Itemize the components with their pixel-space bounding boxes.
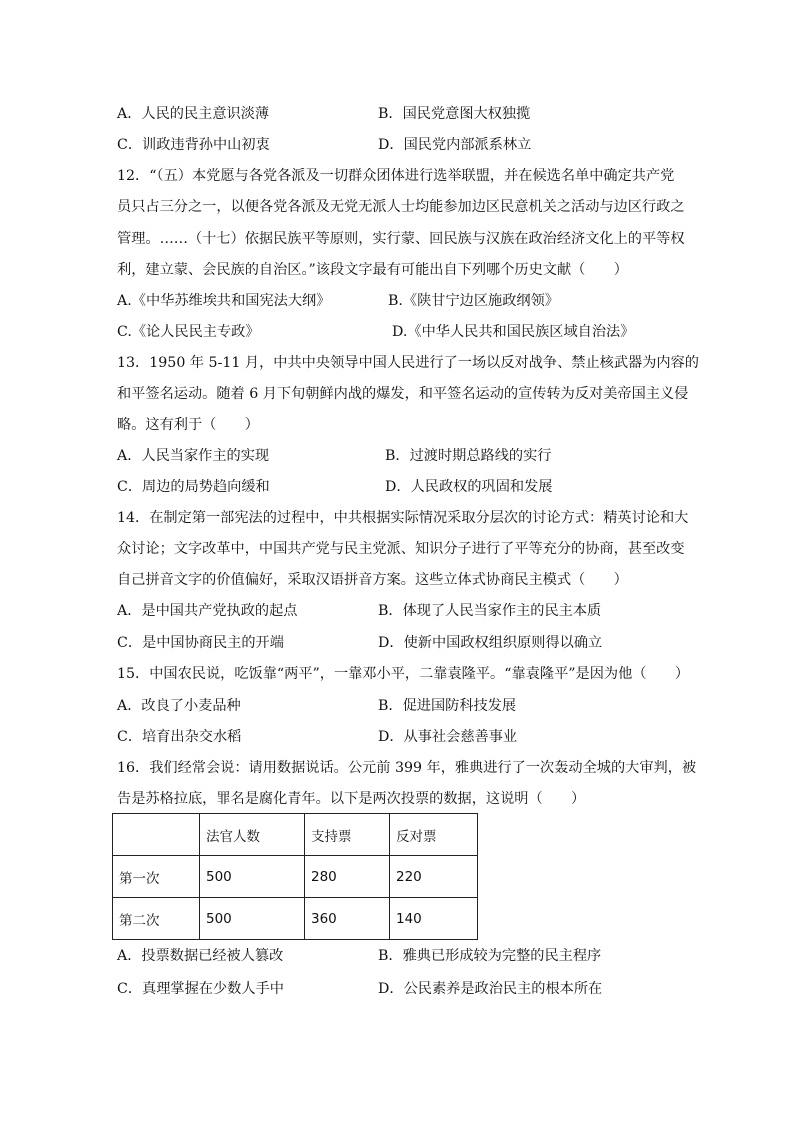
q15-option-d[interactable]: D．从事社会慈善事业 xyxy=(378,729,518,745)
q12-option-b[interactable]: B.《陕甘宁边区施政纲领》 xyxy=(388,293,559,309)
q13-option-a[interactable]: A．人民当家作主的实现 xyxy=(117,448,270,464)
q11-option-a[interactable]: A．人民的民主意识淡薄 xyxy=(117,106,270,122)
vote-data-table xyxy=(112,813,478,940)
q13-stem-line: 13．1950 年 5-11 月，中共中央领导中国人民进行了一场以反对战争、禁止核武器为内容的 xyxy=(117,355,699,371)
table-header-cell: 支持票 xyxy=(305,814,390,856)
q12-option-d[interactable]: D.《中华人民共和国民族区域自治法》 xyxy=(392,324,635,340)
q16-option-d[interactable]: D．公民素养是政治民主的根本所在 xyxy=(378,981,603,997)
q13-stem-line: 略。这有利于（ ） xyxy=(117,417,259,433)
table-cell: 第二次 xyxy=(113,898,200,940)
q13-option-d[interactable]: D．人民政权的巩固和发展 xyxy=(385,479,553,495)
q11-option-d[interactable]: D．国民党内部派系林立 xyxy=(378,137,532,153)
q14-option-d[interactable]: D．使新中国政权组织原则得以确立 xyxy=(378,635,603,651)
q16-option-c[interactable]: C．真理掌握在少数人手中 xyxy=(117,981,284,997)
q14-stem-line: 众讨论；文字改革中，中国共产党与民主党派、知识分子进行了平等充分的协商，甚至改变 xyxy=(117,541,685,557)
q12-stem-line: 12．“（五）本党愿与各党各派及一切群众团体进行选举联盟，并在候选名单中确定共产党 xyxy=(117,168,675,184)
table-header-row xyxy=(113,814,478,856)
q11-option-b[interactable]: B．国民党意图大权独揽 xyxy=(378,106,531,122)
q15-option-c[interactable]: C．培育出杂交水稻 xyxy=(117,729,242,745)
q12-option-a[interactable]: A.《中华苏维埃共和国宪法大纲》 xyxy=(117,293,331,309)
table-cell: 360 xyxy=(305,898,390,940)
table-header-cell xyxy=(113,814,200,856)
q15-option-a[interactable]: A．改良了小麦品种 xyxy=(117,698,241,714)
table-header-cell: 法官人数 xyxy=(200,814,305,856)
q13-option-c[interactable]: C．周边的局势趋向缓和 xyxy=(117,479,270,495)
table-cell: 500 xyxy=(200,856,305,898)
table-header-cell: 反对票 xyxy=(390,814,478,856)
table-cell: 280 xyxy=(305,856,390,898)
q16-stem-line: 16．我们经常会说：请用数据说话。公元前 399 年，雅典进行了一次轰动全城的大审判，被 xyxy=(117,760,697,776)
table-cell: 500 xyxy=(200,898,305,940)
q12-stem-line: 管理。……（十七）依据民族平等原则，实行蒙、回民族与汉族在政治经济文化上的平等权 xyxy=(117,231,685,247)
table-cell: 140 xyxy=(390,898,478,940)
q16-option-a[interactable]: A．投票数据已经被人篡改 xyxy=(117,948,284,964)
q15-stem-line: 15．中国农民说，吃饭靠“两平”，一靠邓小平，二靠袁隆平。“靠袁隆平”是因为他（ ） xyxy=(117,666,690,682)
q14-option-b[interactable]: B．体现了人民当家作主的民主本质 xyxy=(378,603,602,619)
q12-option-c[interactable]: C.《论人民民主专政》 xyxy=(117,324,260,340)
q16-stem-line: 告是苏格拉底，罪名是腐化青年。以下是两次投票的数据，这说明（ ） xyxy=(117,791,586,807)
table-row xyxy=(113,856,478,898)
q15-option-b[interactable]: B．促进国防科技发展 xyxy=(378,698,517,714)
q12-stem-line: 员只占三分之一，以便各党各派及无党无派人士均能参加边区民意机关之活动与边区行政之 xyxy=(117,199,685,215)
table-cell: 第一次 xyxy=(113,856,200,898)
q14-option-c[interactable]: C．是中国协商民主的开端 xyxy=(117,635,284,651)
q13-stem-line: 和平签名运动。随着 6 月下旬朝鲜内战的爆发，和平签名运动的宣传转为反对美帝国主义侵 xyxy=(117,386,689,402)
q14-stem-line: 14．在制定第一部宪法的过程中，中共根据实际情况采取分层次的讨论方式：精英讨论和大 xyxy=(117,510,689,526)
table-cell: 220 xyxy=(390,856,478,898)
q12-stem-line: 利，建立蒙、会民族的自治区。”该段文字最有可能出自下列哪个历史文献（ ） xyxy=(117,262,628,278)
q14-option-a[interactable]: A．是中国共产党执政的起点 xyxy=(117,603,298,619)
q16-option-b[interactable]: B．雅典已形成较为完整的民主程序 xyxy=(378,948,602,964)
q14-stem-line: 自己拼音文字的价值偏好，采取汉语拼音方案。这些立体式协商民主模式（ ） xyxy=(117,572,628,588)
q11-option-c[interactable]: C．训政违背孙中山初衷 xyxy=(117,137,270,153)
table-row xyxy=(113,898,478,940)
q13-option-b[interactable]: B．过渡时期总路线的实行 xyxy=(385,448,552,464)
